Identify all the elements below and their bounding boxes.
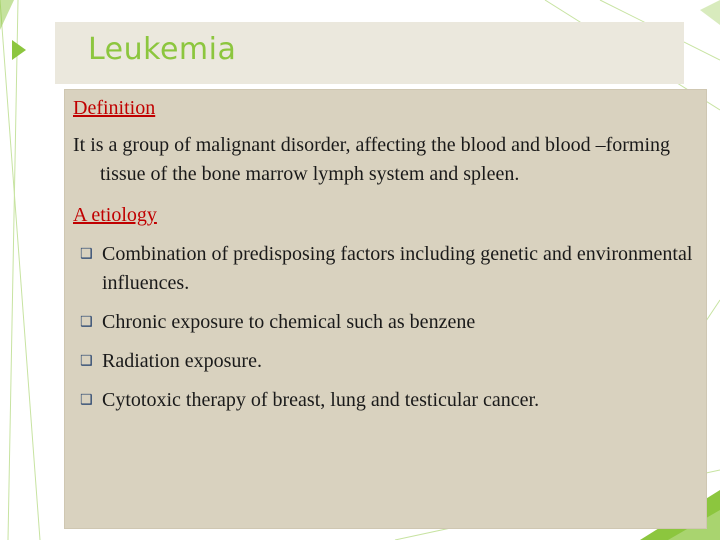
list-item [73, 308, 703, 337]
list-item-text: Chronic exposure to chemical such as benzene [102, 311, 476, 333]
title-box [55, 22, 684, 84]
list-item [73, 386, 703, 415]
hollow-square-bullet-icon: ❑ [80, 246, 93, 262]
content-box [65, 90, 706, 528]
definition-heading: Definition [73, 97, 156, 119]
etiology-list [73, 240, 703, 415]
slide-title: Leukemia [88, 32, 237, 67]
title-accent-triangle-icon [12, 40, 26, 60]
hollow-square-bullet-icon: ❑ [80, 353, 93, 369]
list-item [73, 347, 703, 376]
hollow-square-bullet-icon: ❑ [80, 314, 93, 330]
list-item-text: Cytotoxic therapy of breast, lung and testicular cancer. [102, 389, 540, 411]
content-body [73, 95, 703, 415]
list-item [73, 240, 703, 298]
etiology-heading: A etiology [73, 204, 157, 226]
hollow-square-bullet-icon: ❑ [80, 392, 93, 408]
list-item-text: Combination of predisposing factors including genetic and environmental influences. [102, 243, 693, 294]
definition-text: It is a group of malignant disorder, affecting the blood and blood –forming tissue of the bone marrow lymph system and spleen. [73, 134, 671, 185]
list-item-text: Radiation exposure. [102, 350, 262, 372]
